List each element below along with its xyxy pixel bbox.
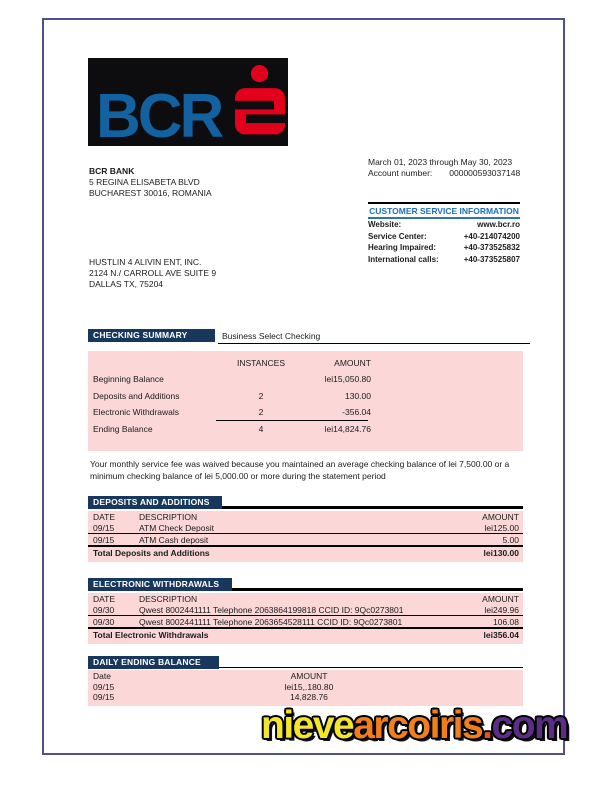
summary-total-separator [216,420,368,421]
summary-amount: -356.04 [342,407,371,418]
col-header-amount: AMOUNT [482,593,519,604]
col-header-date: Date [93,671,111,682]
bank-address-line1: 5 REGINA ELISABETA BLVD [89,177,200,187]
bank-name: BCR BANK [89,166,135,176]
withdrawals-title: ELECTRONIC WITHDRAWALS [93,579,220,589]
withdrawals-table [88,593,523,644]
summary-row-deposits [88,388,523,405]
deposits-table [88,511,523,562]
customer-address-line2: DALLAS TX, 75204 [89,279,164,289]
bcr-logo-text: BCR [96,81,222,151]
summary-label: Beginning Balance [93,374,164,385]
bank-address-line2: BUCHAREST 30016, ROMANIA [89,188,212,198]
table-row [88,616,523,629]
cs-label: Service Center: [368,231,427,241]
summary-amount: lei14,824.76 [324,423,371,434]
col-header-description: DESCRIPTION [139,511,198,522]
deposits-total-row [88,547,523,560]
cell-description: ATM Cash deposit [139,534,209,545]
cell-description: Qwest 8002441111 Telephone 2063654528111 CCID ID: 9Qc0273801 [139,616,403,627]
cs-value: www.bcr.ro [477,220,520,229]
col-header-date: DATE [93,593,116,604]
customer-service-row-international [368,254,520,266]
cell-date: 09/15 [93,681,115,692]
summary-instances: 2 [258,407,264,418]
deposits-title: DEPOSITS AND ADDITIONS [93,497,210,507]
cell-date: 09/15 [93,692,115,703]
cell-date: 09/30 [93,616,115,627]
summary-label: Ending Balance [93,423,153,434]
deposits-header-rule [222,506,523,509]
col-header-amount: AMOUNT [290,671,328,682]
cs-label: Website: [368,220,402,229]
table-row [88,692,523,703]
withdrawals-header-row [88,593,523,604]
customer-name: HUSTLIN 4 ALIVIN ENT, INC. [89,257,202,267]
customer-address-block [89,257,216,290]
summary-instances: 2 [258,390,264,401]
statement-period: March 01, 2023 through May 30, 2023 [368,157,513,167]
table-row [88,522,523,534]
summary-label: Deposits and Additions [93,390,180,401]
table-row [88,534,523,547]
watermark-part: nieve [261,704,354,747]
summary-header-row [88,351,523,371]
cell-date: 09/15 [93,534,115,545]
cs-value: +40-373525807 [463,254,520,264]
customer-service-box [368,202,520,265]
withdrawals-header [88,578,232,591]
daily-balance-title: DAILY ENDING BALANCE [93,657,201,667]
withdrawals-header-rule [232,588,523,591]
daily-balance-header-rule [219,667,523,668]
total-amount: lei130.00 [483,548,519,559]
col-header-amount: AMOUNT [482,511,519,522]
customer-address-line1: 2124 N./ CARROLL AVE SUITE 9 [89,268,217,278]
cell-amount: lei249.96 [484,604,519,615]
watermark-site-text [261,704,567,748]
cell-description: Qwest 8002441111 Telephone 2063864199818 CCID ID: 9Qc0273801 [139,604,404,615]
customer-service-row-hearing-impaired [368,242,520,254]
cell-date: 09/15 [93,522,115,533]
summary-amount: lei15,050.80 [324,374,371,385]
checking-summary-header [88,329,215,342]
cell-amount: lei15,.180.80 [284,681,334,692]
summary-instances: 4 [258,423,264,434]
total-label: Total Deposits and Additions [93,548,210,559]
account-number-value: 000000593037148 [449,168,521,178]
checking-summary-table [88,351,523,451]
col-header-instances: INSTANCES [236,358,286,368]
cell-description: ATM Check Deposit [139,522,214,533]
summary-row-ending-balance [88,421,523,438]
bank-address-block [89,166,212,199]
table-row [88,604,523,616]
cell-amount: 106.08 [493,616,519,627]
bcr-logo [88,58,288,151]
col-header-date: DATE [93,511,116,522]
customer-service-row-service-center [368,231,520,243]
cell-amount: 14,828.76 [290,692,328,703]
cell-amount: lei125.00 [484,522,519,533]
total-label: Total Electronic Withdrawals [93,630,209,641]
daily-balance-table [88,670,523,706]
service-fee-note: Your monthly service fee was waived because you maintained an average checking balance of lei 7,500.00 or a minimum checking balance of lei 5,000.00 or more during the statement period [90,459,510,481]
summary-row-beginning-balance [88,371,523,388]
cs-label: International calls: [368,254,439,264]
cs-value: +40-373525832 [463,243,520,252]
account-number-label: Account number: [368,168,433,178]
account-number-row [368,168,520,178]
summary-label: Electronic Withdrawals [93,407,179,418]
watermark-part: com [491,704,568,747]
checking-summary-title: CHECKING SUMMARY [93,330,188,340]
deposits-header-row [88,511,523,522]
cell-amount: 5.00 [502,534,519,545]
withdrawals-total-row [88,629,523,642]
customer-service-title: CUSTOMER SERVICE INFORMATION [368,204,520,219]
table-row [88,682,523,693]
cs-label: Hearing Impaired: [368,243,437,252]
watermark-part: . [482,704,492,747]
col-header-description: DESCRIPTION [139,593,198,604]
cell-date: 09/30 [93,604,115,615]
customer-service-row-website [368,219,520,231]
product-underline [218,343,530,344]
daily-balance-header-row [88,671,523,682]
sparkasse-s-icon [235,58,288,140]
deposits-header [88,496,222,509]
cs-value: +40-214074200 [463,231,520,241]
summary-row-withdrawals [88,404,523,421]
watermark-part: arcoiris [353,704,483,747]
summary-amount: 130.00 [345,390,371,401]
col-header-amount: AMOUNT [334,358,371,368]
total-amount: lei356.04 [483,630,519,641]
daily-balance-header [88,656,219,669]
product-name: Business Select Checking [222,331,321,341]
